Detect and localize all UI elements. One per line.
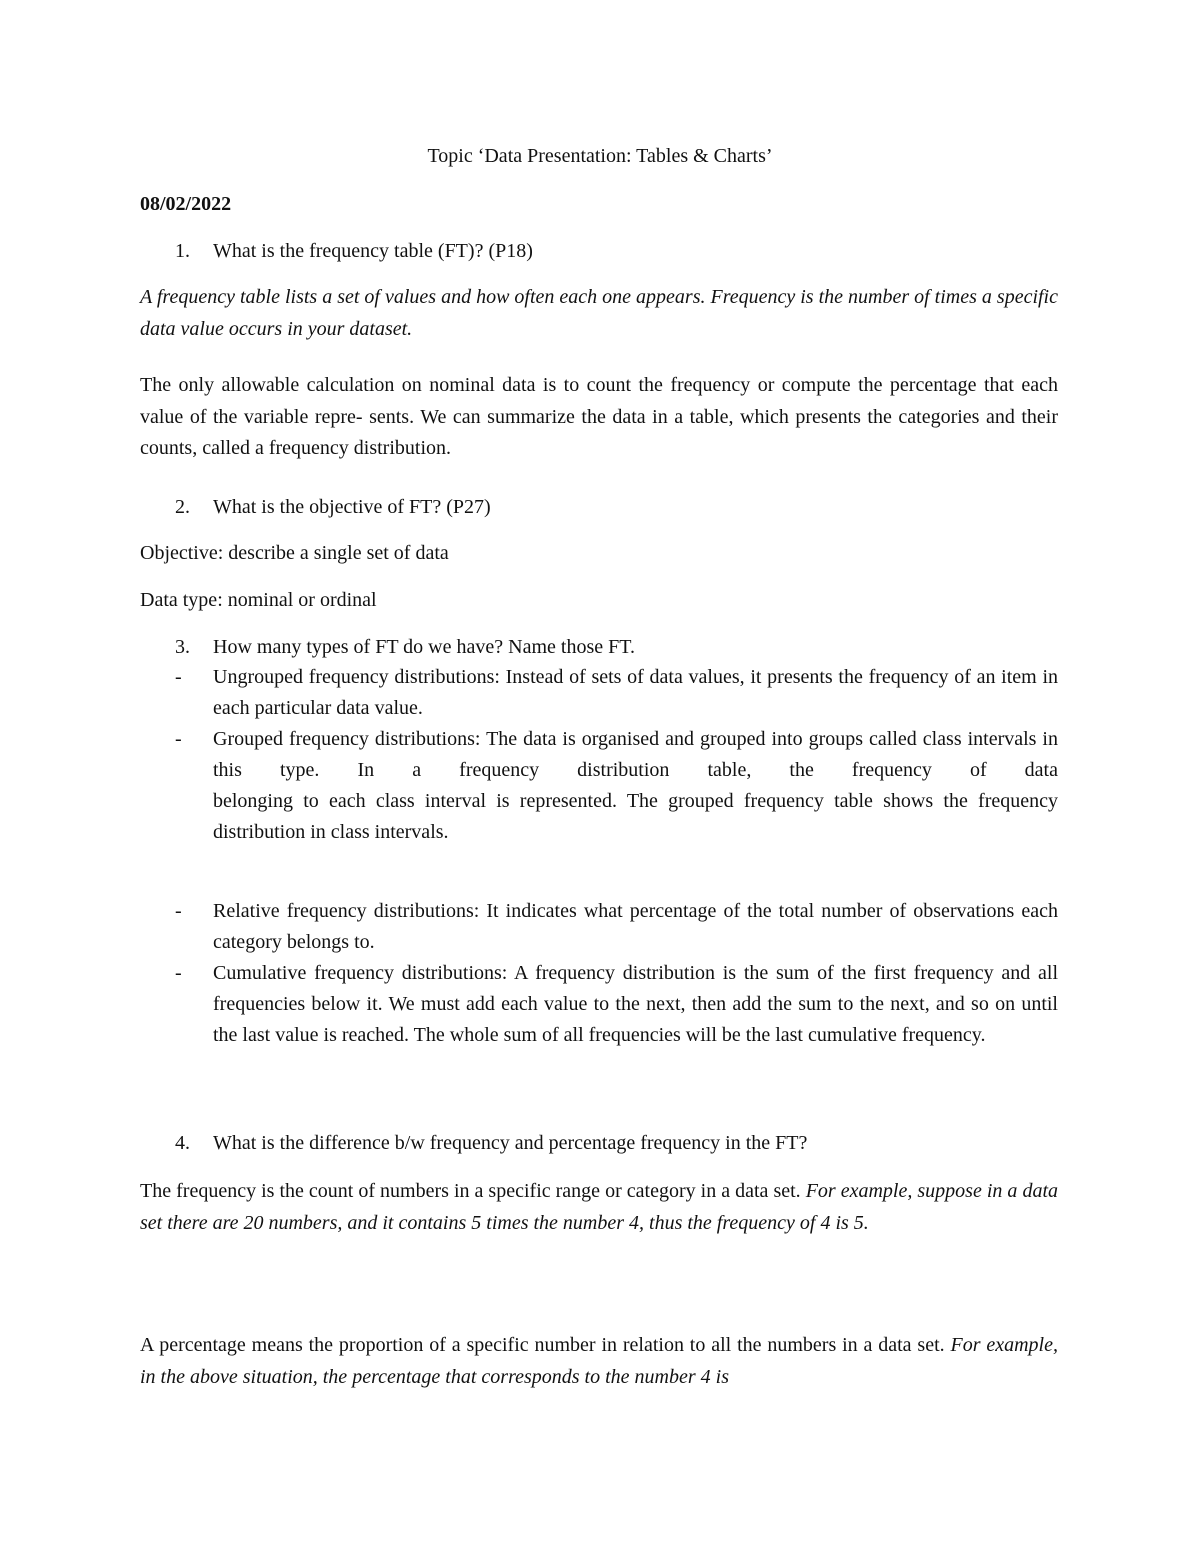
q4-paragraph <box>140 1176 1058 1239</box>
q4-paragraph-text: The frequency is the count of numbers in a specific range or category in a data set. <box>140 1180 806 1202</box>
bullet-dash: - <box>175 666 182 688</box>
bullet-dash: - <box>175 962 182 984</box>
percentage-example-text: For example, in the above situation, the percentage that corresponds to the number 4 is <box>140 1334 1058 1388</box>
bullet-text-part: Grouped frequency distributions: The data is organised and grouped into groups called class intervals in this type. In a frequency distribution table, the frequency of data <box>213 728 1058 781</box>
bullet-text <box>213 724 1058 848</box>
question-text: What is the frequency table (FT)? (P18) <box>213 240 533 262</box>
question-number: 1. <box>175 240 190 262</box>
datatype-line: Data type: nominal or ordinal <box>140 589 377 611</box>
q4-example-text: For example, suppose in a data set there are 20 numbers, and it contains 5 times the number 4, thus the frequency of 4 is 5. <box>140 1180 1059 1234</box>
document-date: 08/02/2022 <box>140 193 232 215</box>
bullet-text: Ungrouped frequency distributions: Instead of sets of data values, it presents the frequency of an item in each particular data value. <box>213 666 1058 719</box>
percentage-paragraph-text: A percentage means the proportion of a specific number in relation to all the numbers in a data set. <box>140 1334 951 1356</box>
percentage-paragraph <box>140 1330 1058 1393</box>
question-number: 4. <box>175 1132 190 1154</box>
bullet-text-part: belonging to each class interval is represented. The grouped frequency table shows the frequency distribution in class intervals. <box>213 790 1058 843</box>
q1-definition: A frequency table lists a set of values and how often each one appears. Frequency is the number of times a specific data value occurs in your dataset. <box>140 286 1058 340</box>
objective-line: Objective: describe a single set of data <box>140 542 449 564</box>
bullet-text: Relative frequency distributions: It indicates what percentage of the total number of observations each category belongs to. <box>213 900 1058 953</box>
q1-paragraph: The only allowable calculation on nominal data is to count the frequency or compute the percentage that each value of the variable repre- sents. We can summarize the data in a table, which presents the categories and their counts, called a frequency distribution. <box>140 374 1058 459</box>
bullet-dash: - <box>175 728 182 750</box>
question-text: What is the difference b/w frequency and percentage frequency in the FT? <box>213 1132 808 1154</box>
bullet-dash: - <box>175 900 182 922</box>
question-text: How many types of FT do we have? Name those FT. <box>213 636 635 658</box>
question-number: 3. <box>175 636 190 658</box>
question-text: What is the objective of FT? (P27) <box>213 496 491 518</box>
bullet-text: Cumulative frequency distributions: A frequency distribution is the sum of the first frequency and all frequencies below it. We must add each value to the next, then add the sum to the next, and so on until the last value is reached. The whole sum of all frequencies will be the last cumulative frequency. <box>213 962 1058 1046</box>
page-title: Topic ‘Data Presentation: Tables & Charts’ <box>427 145 773 167</box>
question-number: 2. <box>175 496 190 518</box>
